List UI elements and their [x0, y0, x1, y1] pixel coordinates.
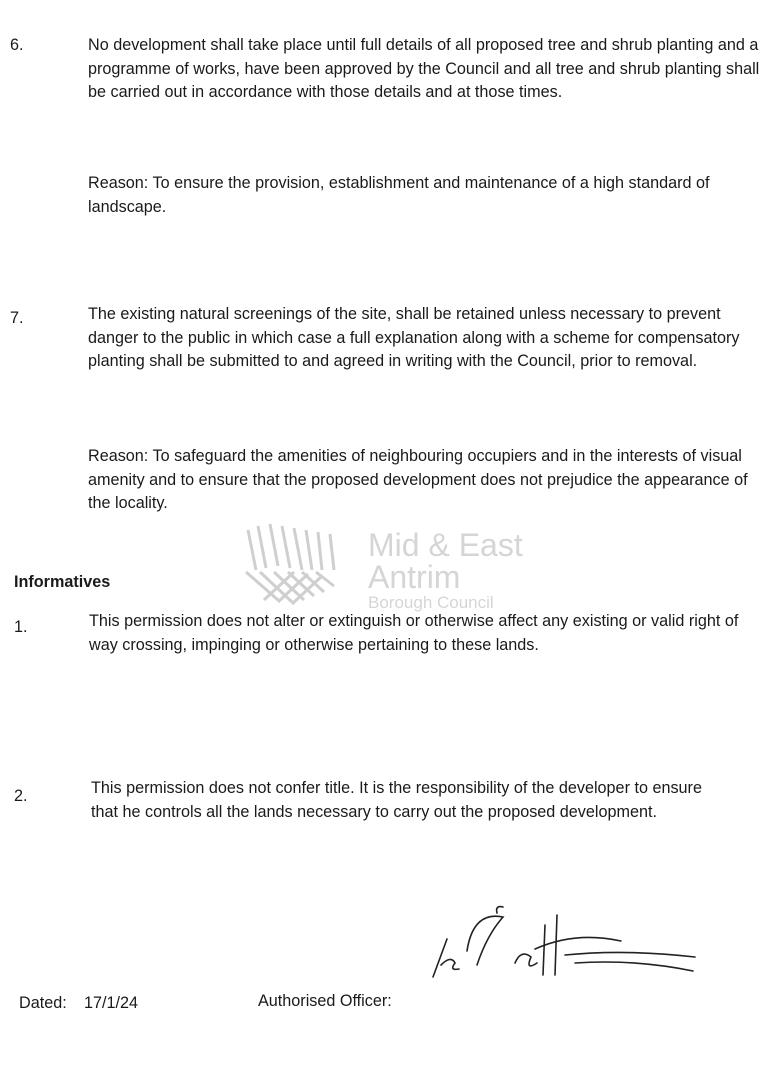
informatives-heading: Informatives — [14, 573, 111, 591]
informative-number: 1. — [14, 618, 28, 636]
condition-number: 6. — [10, 36, 24, 54]
informative-number: 2. — [14, 787, 28, 805]
condition-reason: Reason: To safeguard the amenities of neighbouring occupiers and in the interests of visual amenity and to ensure that the proposed development does not prejudice the appearance of the locality. — [88, 447, 748, 512]
condition-text: No development shall take place until full details of all proposed tree and shrub planting and a programme of works, have been approved by the Council and all tree and shrub planting shall be carried out in accordance with those details and at those times. — [88, 36, 760, 101]
informative-text: This permission does not confer title. It is the responsibility of the developer to ensure that he controls all the lands necessary to carry out the proposed development. — [91, 779, 702, 821]
informative-text: This permission does not alter or extinguish or otherwise affect any existing or valid right of way crossing, impinging or otherwise pertaining to these lands. — [89, 612, 739, 654]
handwritten-signature-icon — [425, 905, 705, 985]
council-crest-icon — [238, 520, 358, 612]
condition-text: The existing natural screenings of the site, shall be retained unless necessary to prevent danger to the public in which case a full explanation along with a scheme for compensatory planting shall be submitted to and agreed in writing with the Council, prior to removal. — [88, 305, 740, 370]
watermark-line-3: Borough Council — [368, 593, 494, 612]
condition-reason: Reason: To ensure the provision, establishment and maintenance of a high standard of landscape. — [88, 174, 710, 216]
dated-value: 17/1/24 — [84, 994, 139, 1012]
watermark-line-2: Antrim — [368, 559, 461, 595]
watermark-line-1: Mid & East — [368, 527, 523, 563]
dated-label: Dated: — [19, 994, 67, 1012]
condition-number: 7. — [10, 309, 24, 327]
authorised-officer-label: Authorised Officer: — [258, 992, 392, 1010]
council-logo-watermark — [238, 520, 538, 612]
